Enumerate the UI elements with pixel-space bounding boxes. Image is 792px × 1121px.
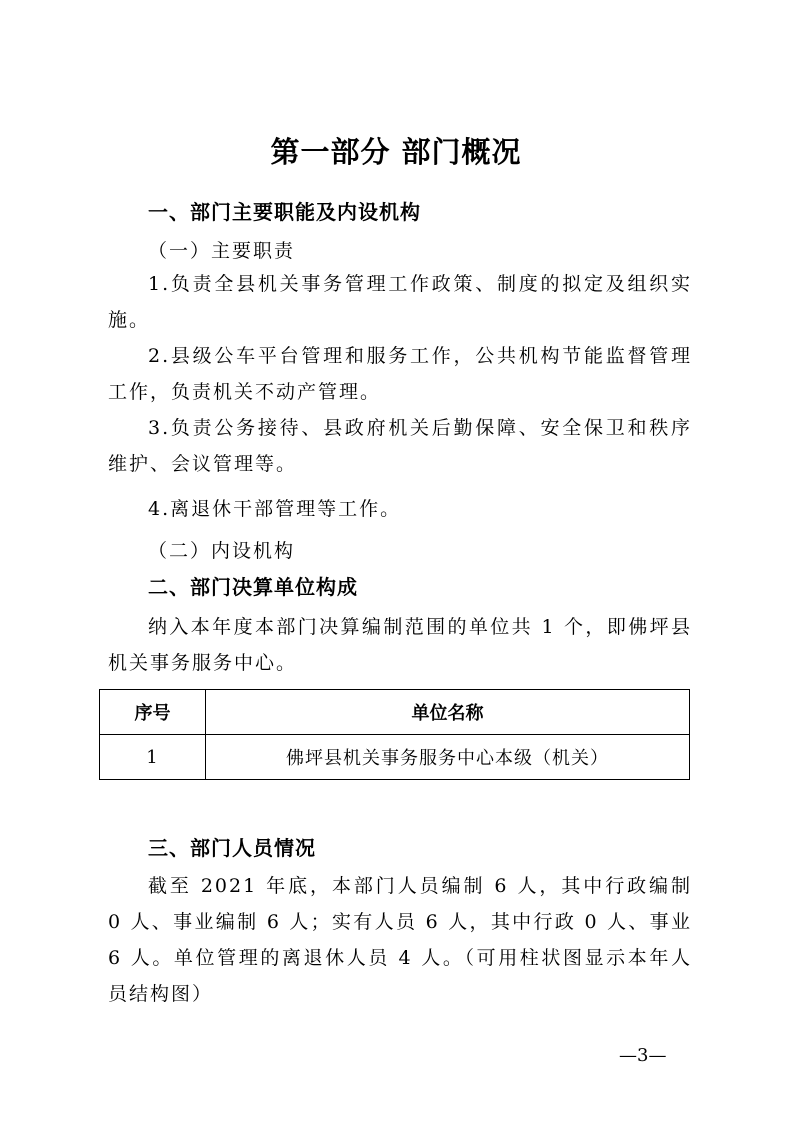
duty-item-4: 4.离退休干部管理等工作。	[148, 498, 402, 520]
section-heading-units: 二、部门决算单位构成	[148, 575, 358, 599]
table-header-no: 序号	[100, 690, 206, 735]
table-row	[100, 735, 690, 780]
section-heading-staff: 三、部门人员情况	[148, 836, 316, 860]
duty-item-2: 2.县级公车平台管理和服务工作，公共机构节能监督管理工作，负责机关不动产管理。	[108, 345, 692, 403]
table-cell-unit-name: 佛坪县机关事务服务中心本级（机关）	[206, 735, 690, 780]
page-title: 第一部分 部门概况	[270, 135, 522, 169]
units-table	[99, 689, 690, 780]
units-paragraph: 纳入本年度本部门决算编制范围的单位共 1 个，即佛坪县机关事务服务中心。	[108, 616, 692, 674]
duty-item-1: 1.负责全县机关事务管理工作政策、制度的拟定及组织实施。	[108, 273, 692, 331]
staff-paragraph: 截至 2021 年底，本部门人员编制 6 人，其中行政编制 0 人、事业编制 6 人；实有人员 6 人，其中行政 0 人、事业 6 人。单位管理的离退休人员 4 人。（可用柱状图显示本年人员结构图）	[108, 875, 692, 1005]
table-header-row	[100, 690, 690, 735]
subheading-internal-structure: （二）内设机构	[148, 540, 296, 562]
section-heading-functions: 一、部门主要职能及内设机构	[148, 200, 421, 224]
page-number: —3—	[619, 1045, 667, 1066]
duty-item-3: 3.负责公务接待、县政府机关后勤保障、安全保卫和秩序维护、会议管理等。	[108, 417, 692, 475]
table-header-unit-name: 单位名称	[206, 690, 690, 735]
table-cell-no: 1	[100, 735, 206, 780]
subheading-main-duties: （一）主要职责	[148, 240, 296, 262]
